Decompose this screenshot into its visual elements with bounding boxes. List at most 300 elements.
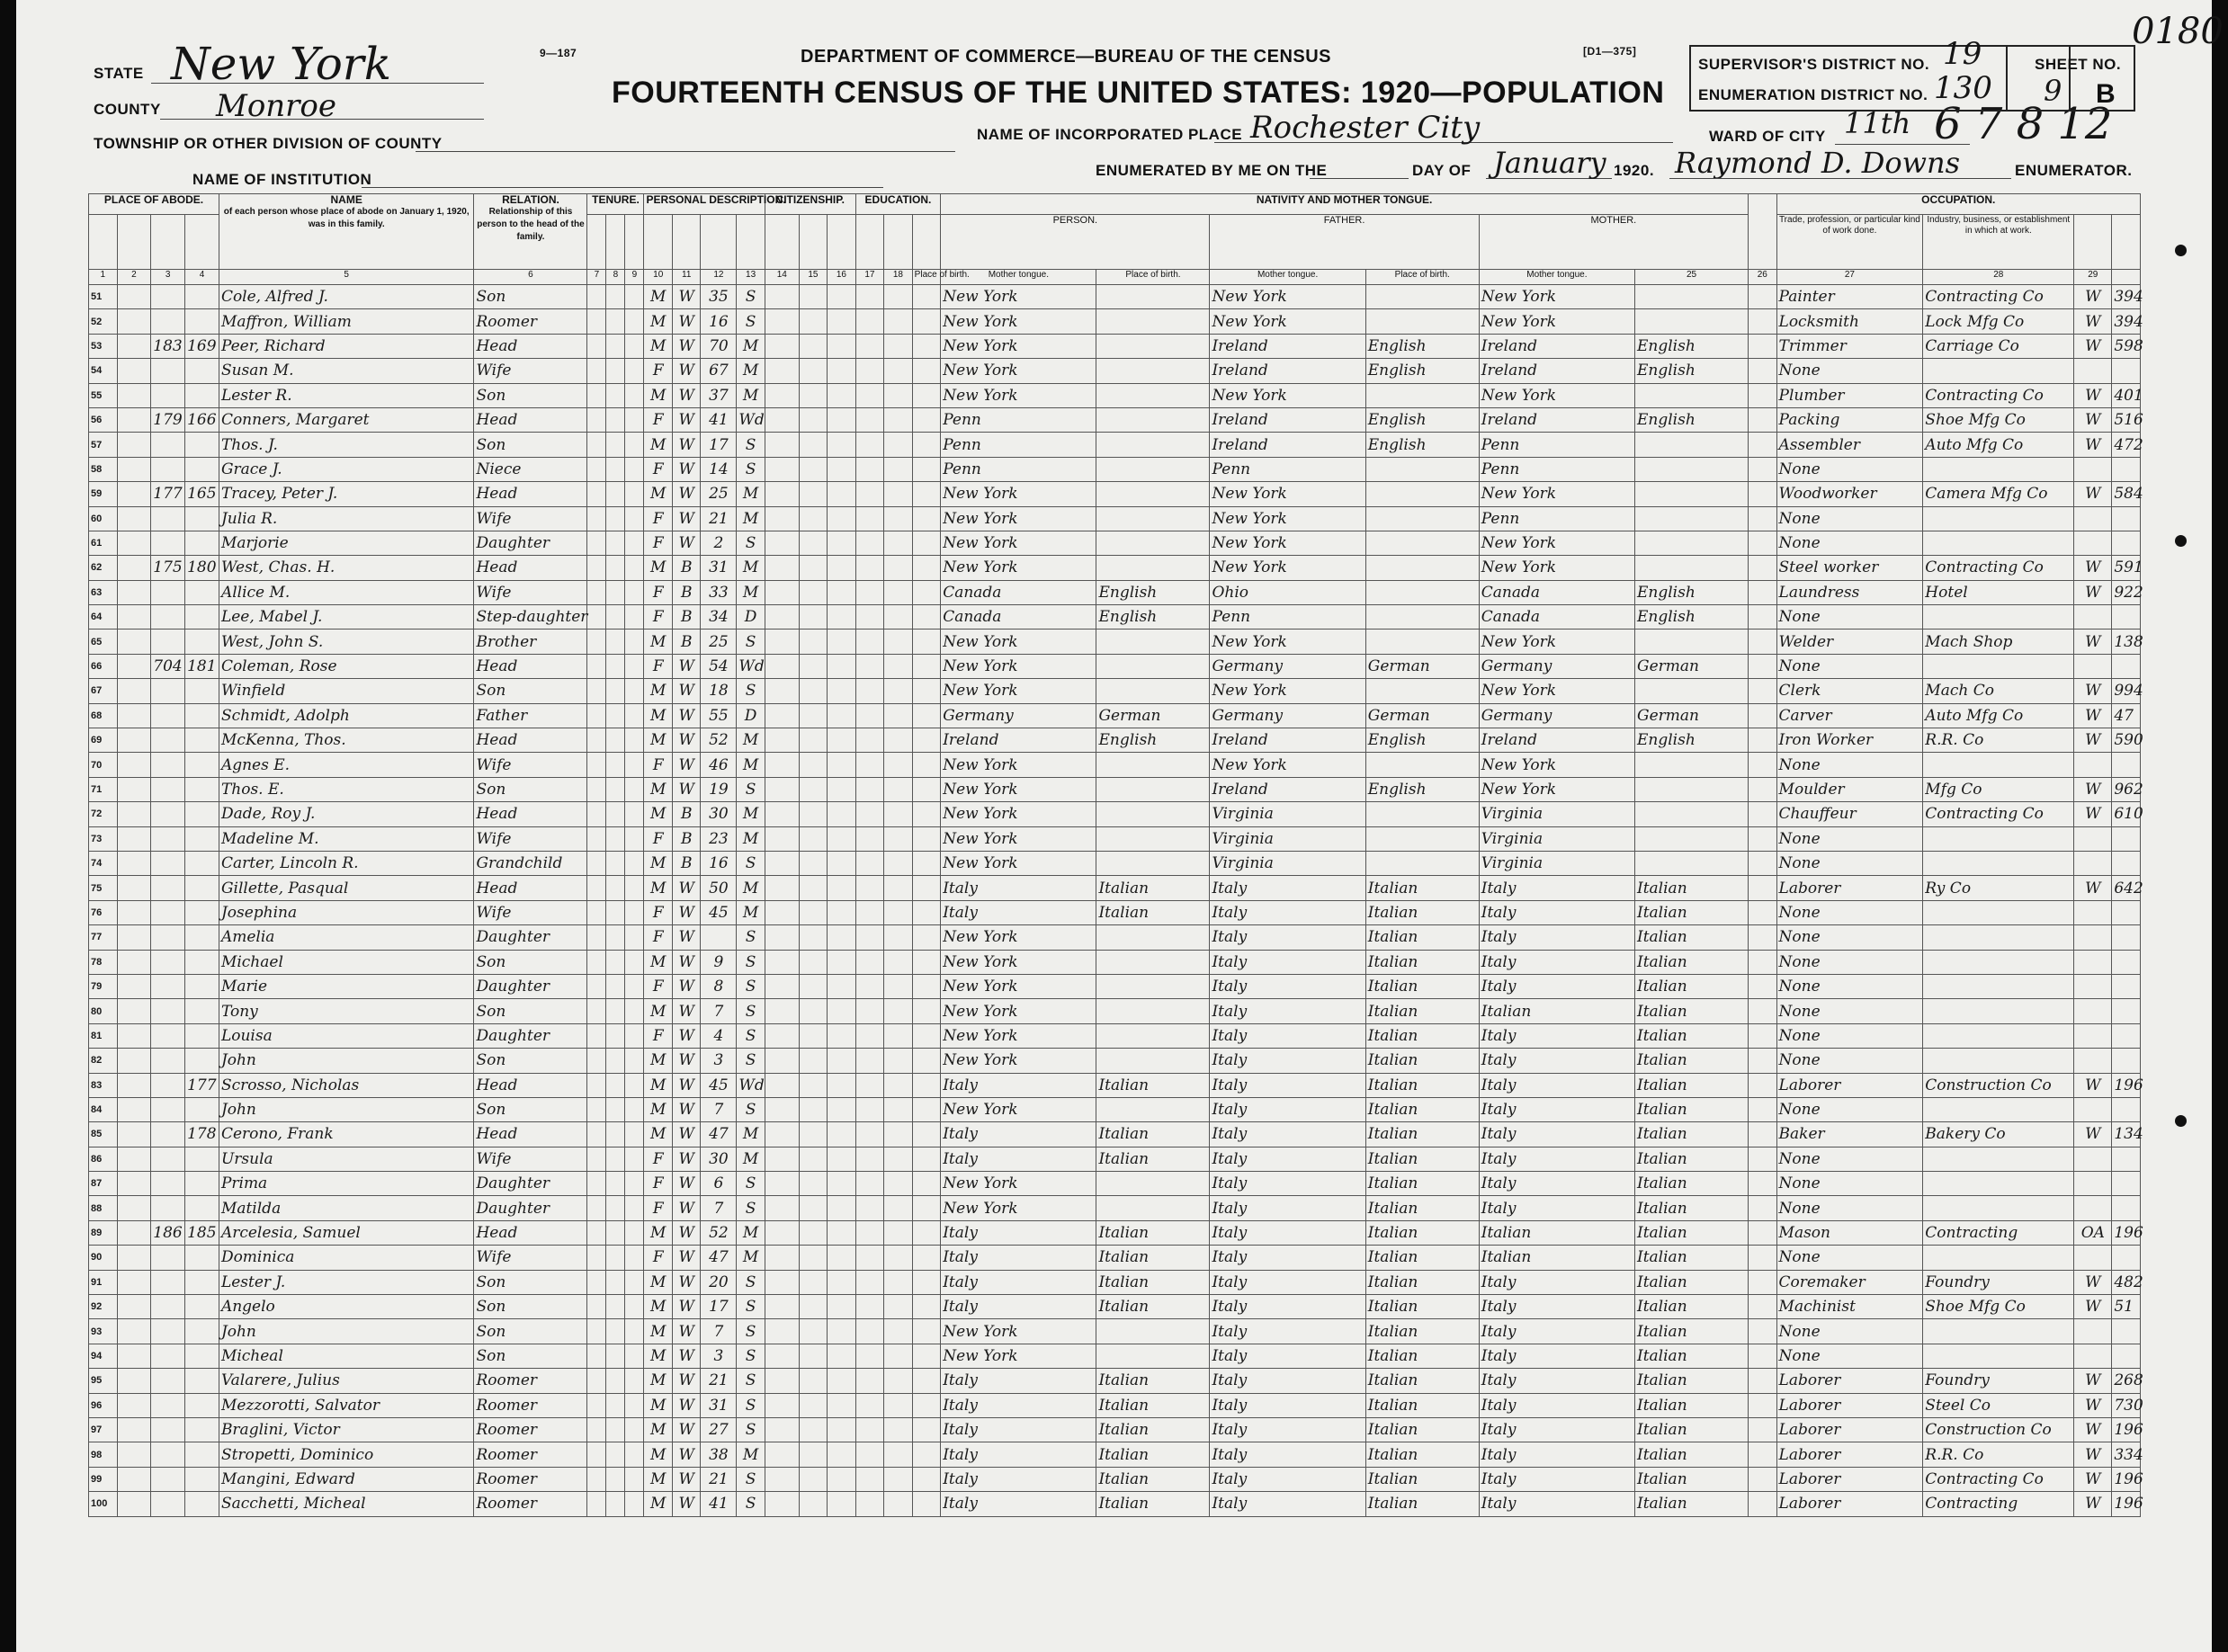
line-number-cell: 96	[89, 1393, 118, 1417]
sex-cell: F	[644, 605, 673, 630]
worker-class-cell	[2074, 1023, 2112, 1048]
speaks-english-cell	[1749, 851, 1777, 875]
mother-birthplace-cell: New York	[1479, 753, 1634, 777]
father-birthplace-cell: Italy	[1210, 1319, 1365, 1344]
industry-cell	[1923, 457, 2074, 481]
school-cell	[855, 999, 884, 1023]
tenure-owned-cell	[606, 1049, 625, 1073]
mother-birthplace-cell: Italy	[1479, 950, 1634, 974]
marital-status-cell: M	[737, 482, 765, 506]
tenure-home-cell	[587, 285, 606, 309]
mother-tongue-of-mother-cell: Italian	[1635, 1369, 1749, 1393]
margin-code-cell: 394	[2112, 285, 2141, 309]
tenure-home-cell	[587, 580, 606, 604]
industry-cell	[1923, 925, 2074, 950]
industry-cell: Contracting	[1923, 1492, 2074, 1516]
corner-number: 0180	[2132, 11, 2224, 52]
mother-tongue-cell	[1096, 1319, 1210, 1344]
dwelling-number-cell	[151, 1369, 185, 1393]
read-cell	[884, 457, 913, 481]
mother-tongue-of-mother-cell: Italian	[1635, 1492, 1749, 1516]
citizenship-header: CITIZENSHIP.	[765, 194, 855, 215]
tenure-home-cell	[587, 383, 606, 407]
age-cell: 23	[701, 826, 737, 851]
margin-code-cell	[2112, 1147, 2141, 1171]
father-tongue-cell	[1365, 556, 1479, 580]
table-row	[89, 753, 2141, 777]
mother-tongue-cell	[1096, 630, 1210, 654]
tenure-home-cell	[587, 1319, 606, 1344]
write-cell	[912, 1023, 941, 1048]
tenure-mortgage-cell	[625, 925, 644, 950]
industry-cell: Contracting Co	[1923, 802, 2074, 826]
age-cell: 31	[701, 556, 737, 580]
mother-tongue-cell	[1096, 999, 1210, 1023]
year-immigration-cell	[765, 1467, 799, 1491]
mother-birthplace-cell: Ireland	[1479, 359, 1634, 383]
birthplace-cell: Italy	[941, 1492, 1096, 1516]
race-cell: W	[672, 482, 701, 506]
mother-tongue-cell: Italian	[1096, 1270, 1210, 1294]
read-cell	[884, 851, 913, 875]
birthplace-cell: New York	[941, 999, 1096, 1023]
speaks-english-cell	[1749, 1467, 1777, 1491]
read-cell	[884, 999, 913, 1023]
table-row	[89, 1246, 2141, 1270]
marital-status-cell: S	[737, 1393, 765, 1417]
year-immigration-cell	[765, 407, 799, 432]
naturalized-cell	[799, 556, 828, 580]
street-cell	[117, 703, 151, 728]
tenure-home-cell	[587, 407, 606, 432]
margin-code-cell: 591	[2112, 556, 2141, 580]
street-cell	[117, 950, 151, 974]
mother-birthplace-cell: New York	[1479, 630, 1634, 654]
marital-status-cell: M	[737, 1246, 765, 1270]
write-cell	[912, 1417, 941, 1442]
relation-cell: Daughter	[474, 1023, 587, 1048]
marital-status-cell: M	[737, 556, 765, 580]
tenure-home-cell	[587, 826, 606, 851]
street-cell	[117, 383, 151, 407]
school-cell	[855, 1270, 884, 1294]
family-number-cell	[185, 826, 219, 851]
speaks-english-cell	[1749, 433, 1777, 457]
sex-cell: F	[644, 407, 673, 432]
naturalized-cell	[799, 285, 828, 309]
mother-tongue-cell	[1096, 309, 1210, 334]
dwelling-number-cell	[151, 1122, 185, 1147]
mother-tongue-cell	[1096, 285, 1210, 309]
dwelling-number-cell	[151, 1295, 185, 1319]
trade-cell: None	[1776, 851, 1923, 875]
street-cell	[117, 753, 151, 777]
dwelling-number-cell	[151, 383, 185, 407]
marital-status-cell: S	[737, 1467, 765, 1491]
birthplace-cell: Italy	[941, 1369, 1096, 1393]
speaks-english-cell	[1749, 605, 1777, 630]
relation-cell: Son	[474, 1270, 587, 1294]
tenure-mortgage-cell	[625, 1147, 644, 1171]
tenure-owned-cell	[606, 1417, 625, 1442]
mother-tongue-cell	[1096, 1049, 1210, 1073]
speaks-english-cell	[1749, 407, 1777, 432]
mother-tongue-cell	[1096, 753, 1210, 777]
relation-cell: Son	[474, 1344, 587, 1368]
read-cell	[884, 753, 913, 777]
read-cell	[884, 1393, 913, 1417]
speaks-english-cell	[1749, 876, 1777, 900]
family-number-cell	[185, 531, 219, 555]
father-birthplace-cell: Penn	[1210, 605, 1365, 630]
marital-status-cell: D	[737, 703, 765, 728]
year-naturalized-cell	[828, 925, 856, 950]
margin-code-cell: 994	[2112, 679, 2141, 703]
read-cell	[884, 925, 913, 950]
margin-code-cell	[2112, 1172, 2141, 1196]
mother-tongue-of-mother-cell	[1635, 630, 1749, 654]
father-birthplace-cell: Penn	[1210, 457, 1365, 481]
year-immigration-cell	[765, 309, 799, 334]
sex-cell: M	[644, 999, 673, 1023]
worker-class-cell	[2074, 506, 2112, 531]
sheet-value: 9	[2044, 74, 2062, 108]
enumeration-value: 130	[1934, 70, 1992, 106]
mother-tongue-of-mother-cell: Italian	[1635, 1220, 1749, 1245]
person-name-cell: Schmidt, Adolph	[219, 703, 474, 728]
table-row	[89, 1220, 2141, 1245]
tenure-home-cell	[587, 654, 606, 678]
year-naturalized-cell	[828, 1172, 856, 1196]
marital-status-cell: S	[737, 1369, 765, 1393]
age-cell	[701, 925, 737, 950]
line-number-cell: 77	[89, 925, 118, 950]
mother-birthplace-cell: Virginia	[1479, 826, 1634, 851]
street-cell	[117, 654, 151, 678]
street-cell	[117, 1417, 151, 1442]
table-row	[89, 1319, 2141, 1344]
family-number-cell: 169	[185, 334, 219, 358]
tenure-mortgage-cell	[625, 1492, 644, 1516]
trade-cell: None	[1776, 1319, 1923, 1344]
read-cell	[884, 1369, 913, 1393]
marital-status-cell: M	[737, 728, 765, 753]
worker-class-cell	[2074, 900, 2112, 924]
mother-birthplace-cell: New York	[1479, 531, 1634, 555]
industry-cell: R.R. Co	[1923, 728, 2074, 753]
person-name-cell: West, Chas. H.	[219, 556, 474, 580]
year-immigration-cell	[765, 1492, 799, 1516]
speaks-english-cell	[1749, 728, 1777, 753]
person-name-cell: Allice M.	[219, 580, 474, 604]
father-tongue-cell	[1365, 506, 1479, 531]
sex-cell: M	[644, 1220, 673, 1245]
trade-cell: None	[1776, 999, 1923, 1023]
race-cell: W	[672, 679, 701, 703]
naturalized-cell	[799, 334, 828, 358]
school-cell	[855, 556, 884, 580]
industry-cell	[1923, 974, 2074, 998]
year-immigration-cell	[765, 506, 799, 531]
age-cell: 54	[701, 654, 737, 678]
street-cell	[117, 999, 151, 1023]
speaks-english-cell	[1749, 1097, 1777, 1121]
mother-birthplace-cell: Ireland	[1479, 334, 1634, 358]
marital-status-cell: M	[737, 1147, 765, 1171]
relation-cell: Wife	[474, 900, 587, 924]
margin-code-cell	[2112, 605, 2141, 630]
street-cell	[117, 1344, 151, 1368]
line-number-cell: 65	[89, 630, 118, 654]
write-cell	[912, 1049, 941, 1073]
relation-cell: Head	[474, 654, 587, 678]
tenure-mortgage-cell	[625, 383, 644, 407]
school-cell	[855, 407, 884, 432]
father-tongue-cell: German	[1365, 654, 1479, 678]
dwelling-number-cell	[151, 359, 185, 383]
birthplace-cell: New York	[941, 679, 1096, 703]
age-cell: 17	[701, 433, 737, 457]
naturalized-cell	[799, 950, 828, 974]
relation-cell: Head	[474, 482, 587, 506]
industry-header: Industry, business, or establishment in which at work.	[1923, 215, 2074, 270]
mother-birthplace-cell: New York	[1479, 679, 1634, 703]
tenure-owned-cell	[606, 1097, 625, 1121]
mother-tongue-cell: Italian	[1096, 1442, 1210, 1467]
father-birthplace-cell: New York	[1210, 753, 1365, 777]
father-birthplace-cell: Italy	[1210, 1220, 1365, 1245]
relation-cell: Son	[474, 1049, 587, 1073]
marital-status-cell: S	[737, 679, 765, 703]
naturalized-cell	[799, 482, 828, 506]
speaks-english-cell	[1749, 654, 1777, 678]
sex-cell: F	[644, 506, 673, 531]
industry-cell: Contracting Co	[1923, 1467, 2074, 1491]
birthplace-cell: New York	[941, 925, 1096, 950]
write-cell	[912, 1295, 941, 1319]
naturalized-cell	[799, 728, 828, 753]
person-name-cell: Grace J.	[219, 457, 474, 481]
trade-cell: None	[1776, 359, 1923, 383]
relation-cell: Roomer	[474, 1393, 587, 1417]
read-cell	[884, 630, 913, 654]
tenure-mortgage-cell	[625, 1467, 644, 1491]
father-tongue-cell: Italian	[1365, 1172, 1479, 1196]
family-number-cell	[185, 679, 219, 703]
father-birthplace-cell: Italy	[1210, 1417, 1365, 1442]
birthplace-cell: New York	[941, 1319, 1096, 1344]
table-row	[89, 728, 2141, 753]
birthplace-cell: New York	[941, 334, 1096, 358]
mother-tongue-cell	[1096, 407, 1210, 432]
trade-cell: Mason	[1776, 1220, 1923, 1245]
table-row	[89, 1393, 2141, 1417]
margin-code-cell: 196	[2112, 1220, 2141, 1245]
dwelling-number-cell: 179	[151, 407, 185, 432]
tenure-home-cell	[587, 1049, 606, 1073]
line-number-cell: 57	[89, 433, 118, 457]
nativity-header: NATIVITY AND MOTHER TONGUE.	[941, 194, 1749, 215]
dwelling-number-cell	[151, 1172, 185, 1196]
mother-tongue-cell: Italian	[1096, 1492, 1210, 1516]
sex-cell: M	[644, 1295, 673, 1319]
street-cell	[117, 1393, 151, 1417]
mother-tongue-of-mother-cell	[1635, 457, 1749, 481]
line-number-cell: 84	[89, 1097, 118, 1121]
naturalized-cell	[799, 679, 828, 703]
father-tongue-cell: Italian	[1365, 1049, 1479, 1073]
age-cell: 14	[701, 457, 737, 481]
industry-cell: Foundry	[1923, 1369, 2074, 1393]
tenure-owned-cell	[606, 1492, 625, 1516]
mother-header: MOTHER.	[1479, 215, 1748, 270]
naturalized-cell	[799, 900, 828, 924]
street-cell	[117, 334, 151, 358]
father-tongue-cell: English	[1365, 728, 1479, 753]
industry-cell	[1923, 1172, 2074, 1196]
father-tongue-cell	[1365, 482, 1479, 506]
mother-birthplace-cell: Italy	[1479, 1295, 1634, 1319]
mother-birthplace-cell: Italy	[1479, 1442, 1634, 1467]
mother-birthplace-cell: Italy	[1479, 1196, 1634, 1220]
relation-cell: Son	[474, 383, 587, 407]
worker-class-cell: W	[2074, 482, 2112, 506]
marital-status-cell: M	[737, 580, 765, 604]
table-row	[89, 383, 2141, 407]
worker-class-cell	[2074, 605, 2112, 630]
write-cell	[912, 531, 941, 555]
father-tongue-cell: Italian	[1365, 999, 1479, 1023]
sex-cell: F	[644, 925, 673, 950]
school-cell	[855, 1122, 884, 1147]
tenure-home-cell	[587, 1369, 606, 1393]
birthplace-cell: Italy	[941, 876, 1096, 900]
race-cell: W	[672, 728, 701, 753]
speaks-english-cell	[1749, 925, 1777, 950]
tenure-home-cell	[587, 482, 606, 506]
mother-tongue-of-mother-cell	[1635, 506, 1749, 531]
birthplace-cell: Italy	[941, 1073, 1096, 1097]
mother-tongue-of-mother-cell: Italian	[1635, 1467, 1749, 1491]
year-naturalized-cell	[828, 1319, 856, 1344]
year-naturalized-cell	[828, 950, 856, 974]
tenure-mortgage-cell	[625, 1196, 644, 1220]
relation-cell: Head	[474, 407, 587, 432]
tenure-mortgage-cell	[625, 556, 644, 580]
write-cell	[912, 826, 941, 851]
mother-birthplace-cell: Germany	[1479, 703, 1634, 728]
father-birthplace-cell: Italy	[1210, 1073, 1365, 1097]
tenure-owned-cell	[606, 999, 625, 1023]
year-immigration-cell	[765, 974, 799, 998]
year-naturalized-cell	[828, 679, 856, 703]
family-number-cell	[185, 1097, 219, 1121]
industry-cell	[1923, 1196, 2074, 1220]
school-cell	[855, 876, 884, 900]
relation-cell: Son	[474, 433, 587, 457]
person-name-cell: Marie	[219, 974, 474, 998]
census-rows	[89, 285, 2141, 1517]
mother-tongue-cell	[1096, 506, 1210, 531]
write-cell	[912, 1196, 941, 1220]
tenure-owned-cell	[606, 506, 625, 531]
tenure-mortgage-cell	[625, 1417, 644, 1442]
sex-cell: M	[644, 1467, 673, 1491]
line-number-cell: 51	[89, 285, 118, 309]
speaks-english-cell	[1749, 1122, 1777, 1147]
incorporated-place-label: NAME OF INCORPORATED PLACE	[977, 126, 1243, 143]
tenure-mortgage-cell	[625, 407, 644, 432]
line-number-cell: 92	[89, 1295, 118, 1319]
mother-birthplace-cell: Italy	[1479, 1023, 1634, 1048]
school-cell	[855, 531, 884, 555]
write-cell	[912, 285, 941, 309]
year-naturalized-cell	[828, 605, 856, 630]
mother-birthplace-cell: Italy	[1479, 1369, 1634, 1393]
write-cell	[912, 851, 941, 875]
enumeration-label: ENUMERATION DISTRICT NO.	[1698, 86, 1928, 103]
line-number-cell: 52	[89, 309, 118, 334]
father-tongue-cell: English	[1365, 359, 1479, 383]
birthplace-cell: New York	[941, 1172, 1096, 1196]
naturalized-cell	[799, 1393, 828, 1417]
naturalized-cell	[799, 1246, 828, 1270]
mother-tongue-of-mother-cell	[1635, 556, 1749, 580]
table-row	[89, 1097, 2141, 1121]
year-naturalized-cell	[828, 457, 856, 481]
line-number-cell: 88	[89, 1196, 118, 1220]
birthplace-cell: New York	[941, 309, 1096, 334]
street-cell	[117, 1467, 151, 1491]
mother-tongue-of-mother-cell	[1635, 777, 1749, 801]
year-naturalized-cell	[828, 826, 856, 851]
read-cell	[884, 407, 913, 432]
year-immigration-cell	[765, 556, 799, 580]
family-number-cell	[185, 383, 219, 407]
line-number-cell: 93	[89, 1319, 118, 1344]
year-immigration-cell	[765, 433, 799, 457]
tenure-owned-cell	[606, 753, 625, 777]
street-cell	[117, 802, 151, 826]
tenure-home-cell	[587, 876, 606, 900]
relation-cell: Brother	[474, 630, 587, 654]
father-birthplace-cell: Italy	[1210, 1049, 1365, 1073]
mother-tongue-cell: Italian	[1096, 1246, 1210, 1270]
age-cell: 25	[701, 482, 737, 506]
trade-cell: Carver	[1776, 703, 1923, 728]
marital-status-cell: S	[737, 1023, 765, 1048]
street-cell	[117, 1492, 151, 1516]
margin-code-cell: 730	[2112, 1393, 2141, 1417]
dwelling-number-cell	[151, 1344, 185, 1368]
trade-cell: Iron Worker	[1776, 728, 1923, 753]
margin-code-cell: 394	[2112, 309, 2141, 334]
speaks-english-cell	[1749, 1393, 1777, 1417]
father-birthplace-cell: Ireland	[1210, 728, 1365, 753]
table-row	[89, 1196, 2141, 1220]
dwelling-number-cell	[151, 1270, 185, 1294]
naturalized-cell	[799, 1319, 828, 1344]
tenure-owned-cell	[606, 974, 625, 998]
read-cell	[884, 974, 913, 998]
dwelling-number-cell	[151, 506, 185, 531]
line-number-cell: 82	[89, 1049, 118, 1073]
read-cell	[884, 506, 913, 531]
worker-class-cell	[2074, 1097, 2112, 1121]
year-naturalized-cell	[828, 482, 856, 506]
dwelling-number-cell	[151, 974, 185, 998]
age-cell: 35	[701, 285, 737, 309]
